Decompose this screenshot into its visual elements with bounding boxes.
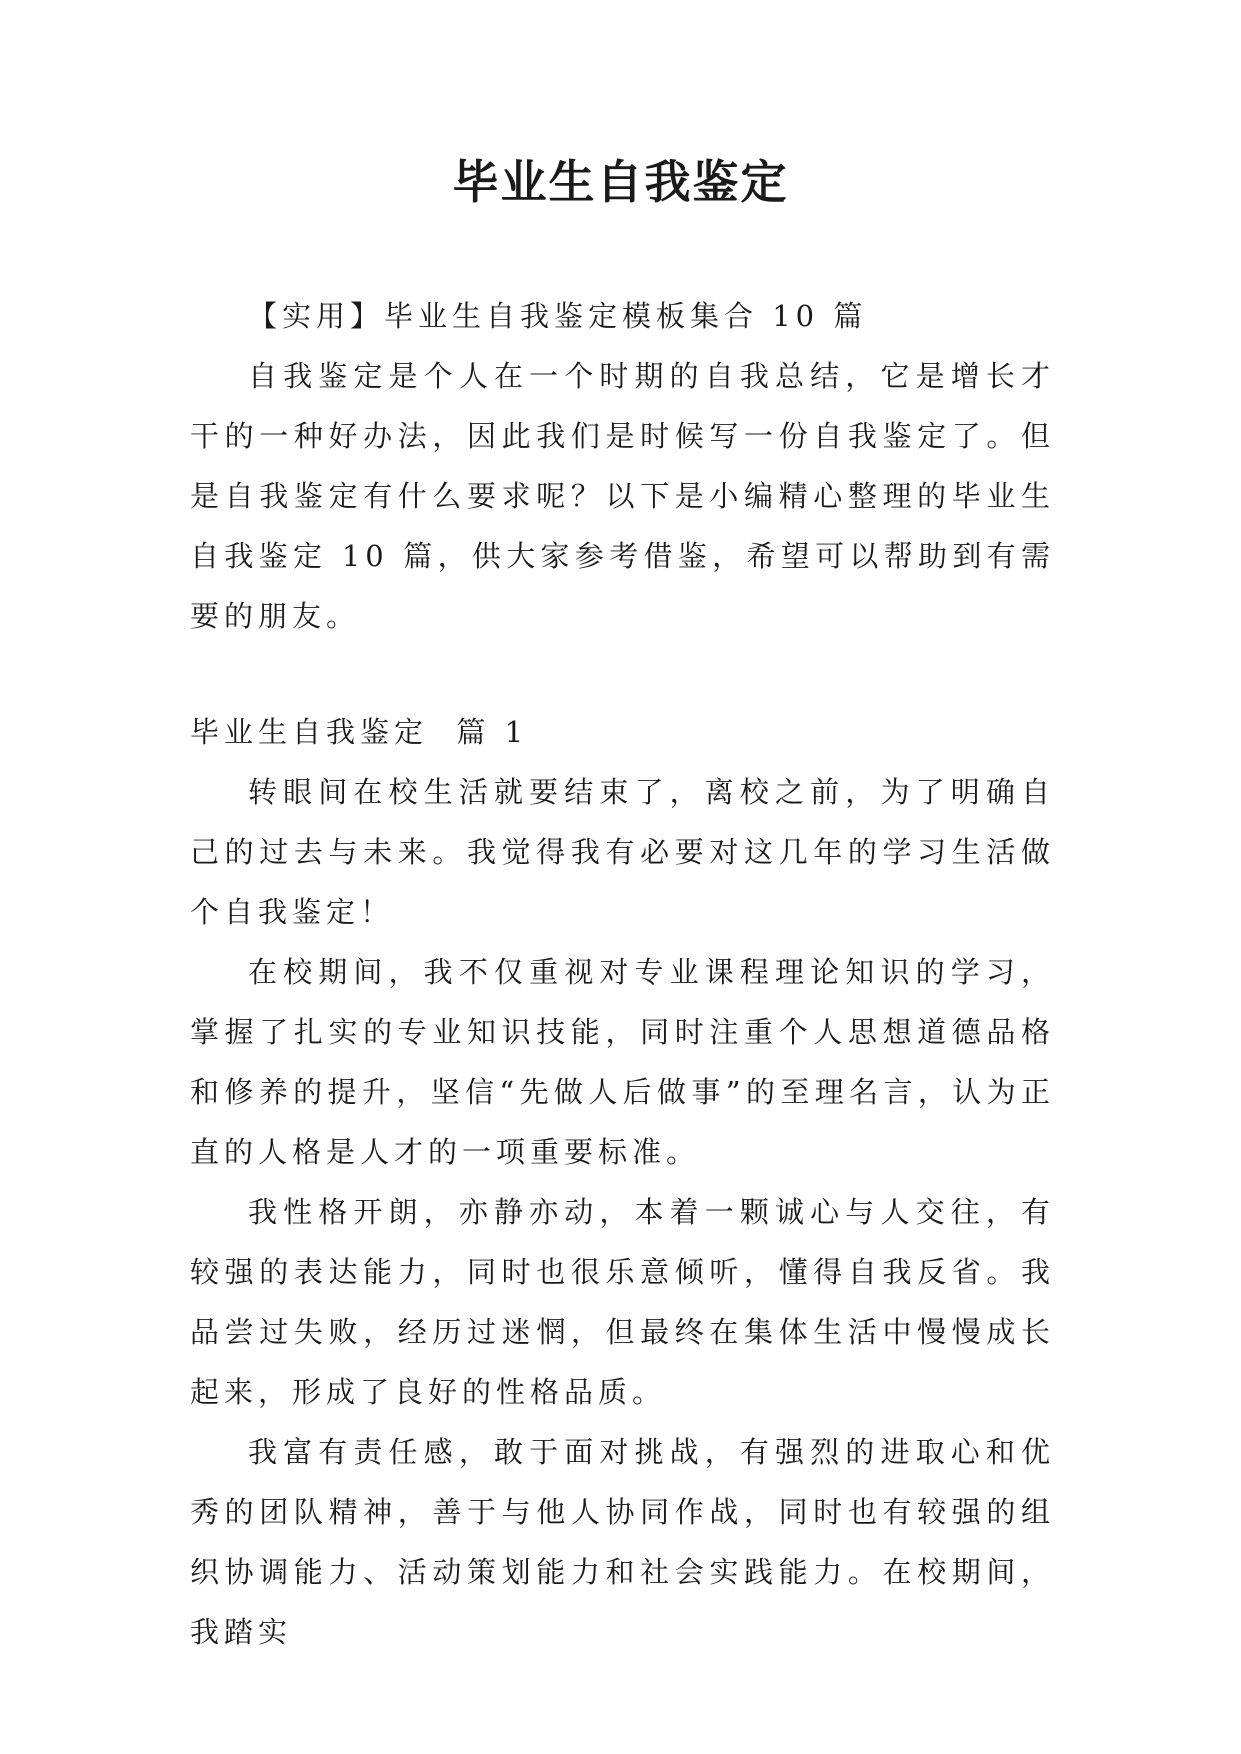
document-body [190,286,1055,1662]
section-heading: 毕业生自我鉴定 篇 1 [190,715,529,749]
intro-paragraph: 自我鉴定是个人在一个时期的自我总结，它是增长才干的一种好办法，因此我们是时候写一份自我鉴定了。但是自我鉴定有什么要求呢？以下是小编精心整理的毕业生自我鉴定 10 篇，供大家参考借鉴，希望可以帮助到有需要的朋友。 [190,359,1055,633]
section-spacer [190,646,1055,702]
body-paragraph: 在校期间，我不仅重视对专业课程理论知识的学习，掌握了扎实的专业知识技能，同时注重个人思想道德品格和修养的提升，坚信“先做人后做事”的至理名言，认为正直的人格是人才的一项重要标准。 [190,955,1055,1169]
document-title: 毕业生自我鉴定 [452,155,789,209]
document-subtitle: 【实用】毕业生自我鉴定模板集合 10 篇 [248,299,868,333]
body-paragraph: 我性格开朗，亦静亦动，本着一颗诚心与人交往，有较强的表达能力，同时也很乐意倾听，懂得自我反省。我品尝过失败，经历过迷惘，但最终在集体生活中慢慢成长起来，形成了良好的性格品质。 [190,1195,1055,1409]
body-paragraph: 转眼间在校生活就要结束了，离校之前，为了明确自己的过去与未来。我觉得我有必要对这几年的学习生活做个自我鉴定！ [190,775,1055,929]
body-paragraph: 我富有责任感，敢于面对挑战，有强烈的进取心和优秀的团队精神，善于与他人协同作战，同时也有较强的组织协调能力、活动策划能力和社会实践能力。在校期间，我踏实 [190,1435,1055,1649]
